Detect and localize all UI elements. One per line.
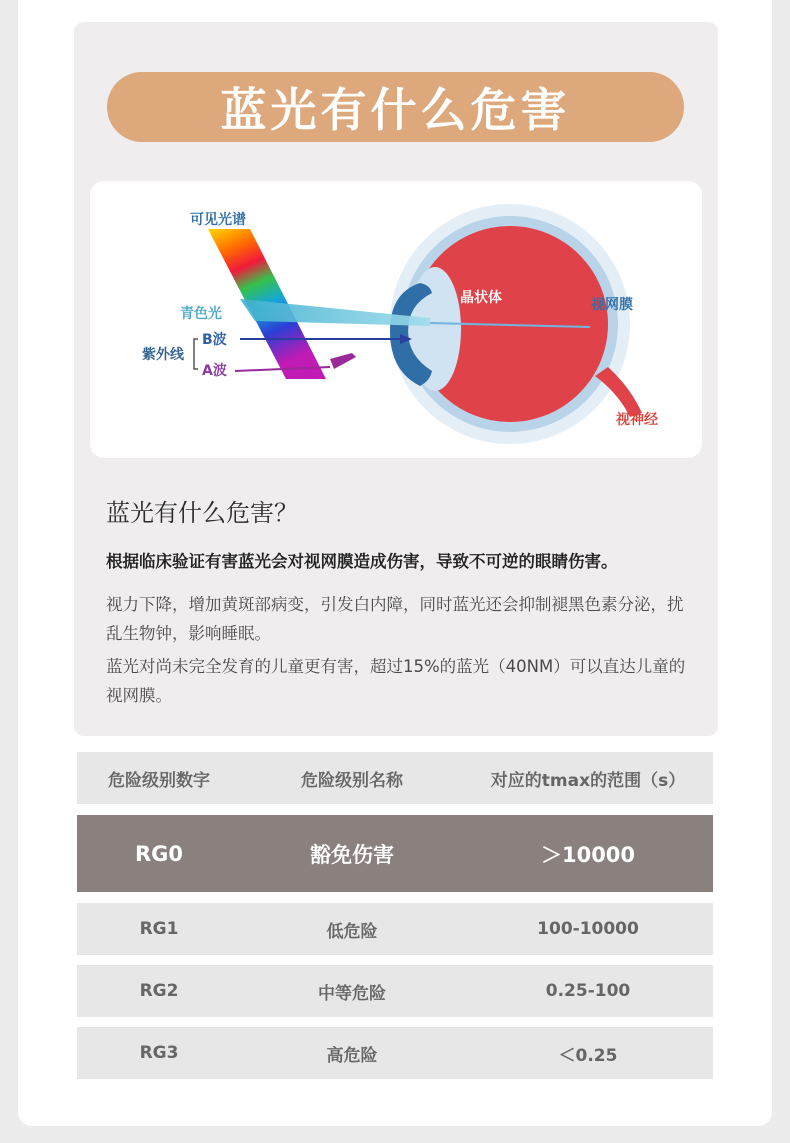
- cell-level-name: 高危险: [326, 1045, 378, 1066]
- cell-level-number: RG2: [139, 981, 179, 1001]
- uv-bracket: [194, 339, 198, 369]
- label-uv: 紫外线: [142, 347, 184, 363]
- label-a-wave: A波: [202, 363, 227, 379]
- cell-tmax-range: ＜0.25: [558, 1045, 618, 1066]
- cell-tmax-range: ＞10000: [540, 842, 636, 867]
- label-lens: 晶状体: [460, 290, 502, 306]
- section-paragraph-2: 蓝光对尚未完全发育的儿童更有害，超过15%的蓝光（40NM）可以直达儿童的视网膜。: [106, 657, 686, 705]
- header-tmax-range: 对应的tmax的范围（s）: [490, 770, 686, 791]
- section-lead: 根据临床验证有害蓝光会对视网膜造成伤害，导致不可逆的眼睛伤害。: [106, 552, 618, 571]
- eye-diagram: [90, 181, 702, 458]
- label-b-wave: B波: [202, 332, 227, 348]
- cell-level-number: RG1: [139, 919, 179, 939]
- header-level-name: 危险级别名称: [301, 770, 403, 791]
- table-row: [77, 815, 713, 892]
- label-retina: 视网膜: [591, 297, 633, 313]
- label-cyan-light: 青色光: [180, 306, 222, 322]
- section-paragraph-1: 视力下降，增加黄斑部病变，引发白内障，同时蓝光还会抑制褪黑色素分泌，扰乱生物钟，影响睡眠。: [106, 595, 684, 643]
- label-optic-nerve: 视神经: [616, 412, 658, 428]
- table-row: [77, 965, 713, 1017]
- header-level-number: 危险级别数字: [108, 770, 210, 791]
- cell-level-number: RG0: [134, 841, 184, 866]
- cell-level-name: 中等危险: [318, 983, 386, 1004]
- cell-level-name: 低危险: [326, 921, 378, 942]
- table-row: [77, 1027, 713, 1079]
- cell-tmax-range: 100-10000: [537, 919, 639, 939]
- cell-level-number: RG3: [139, 1043, 179, 1063]
- page-title: 蓝光有什么危害: [107, 72, 684, 142]
- eye-illustration: [90, 181, 702, 458]
- label-visible-spectrum: 可见光谱: [190, 212, 246, 228]
- section-heading: 蓝光有什么危害？: [106, 499, 298, 527]
- table-header: [77, 752, 713, 804]
- a-wave-beam: [330, 353, 356, 369]
- table-row: [77, 903, 713, 955]
- cell-tmax-range: 0.25-100: [545, 981, 631, 1001]
- cell-level-name: 豁免伤害: [310, 842, 394, 867]
